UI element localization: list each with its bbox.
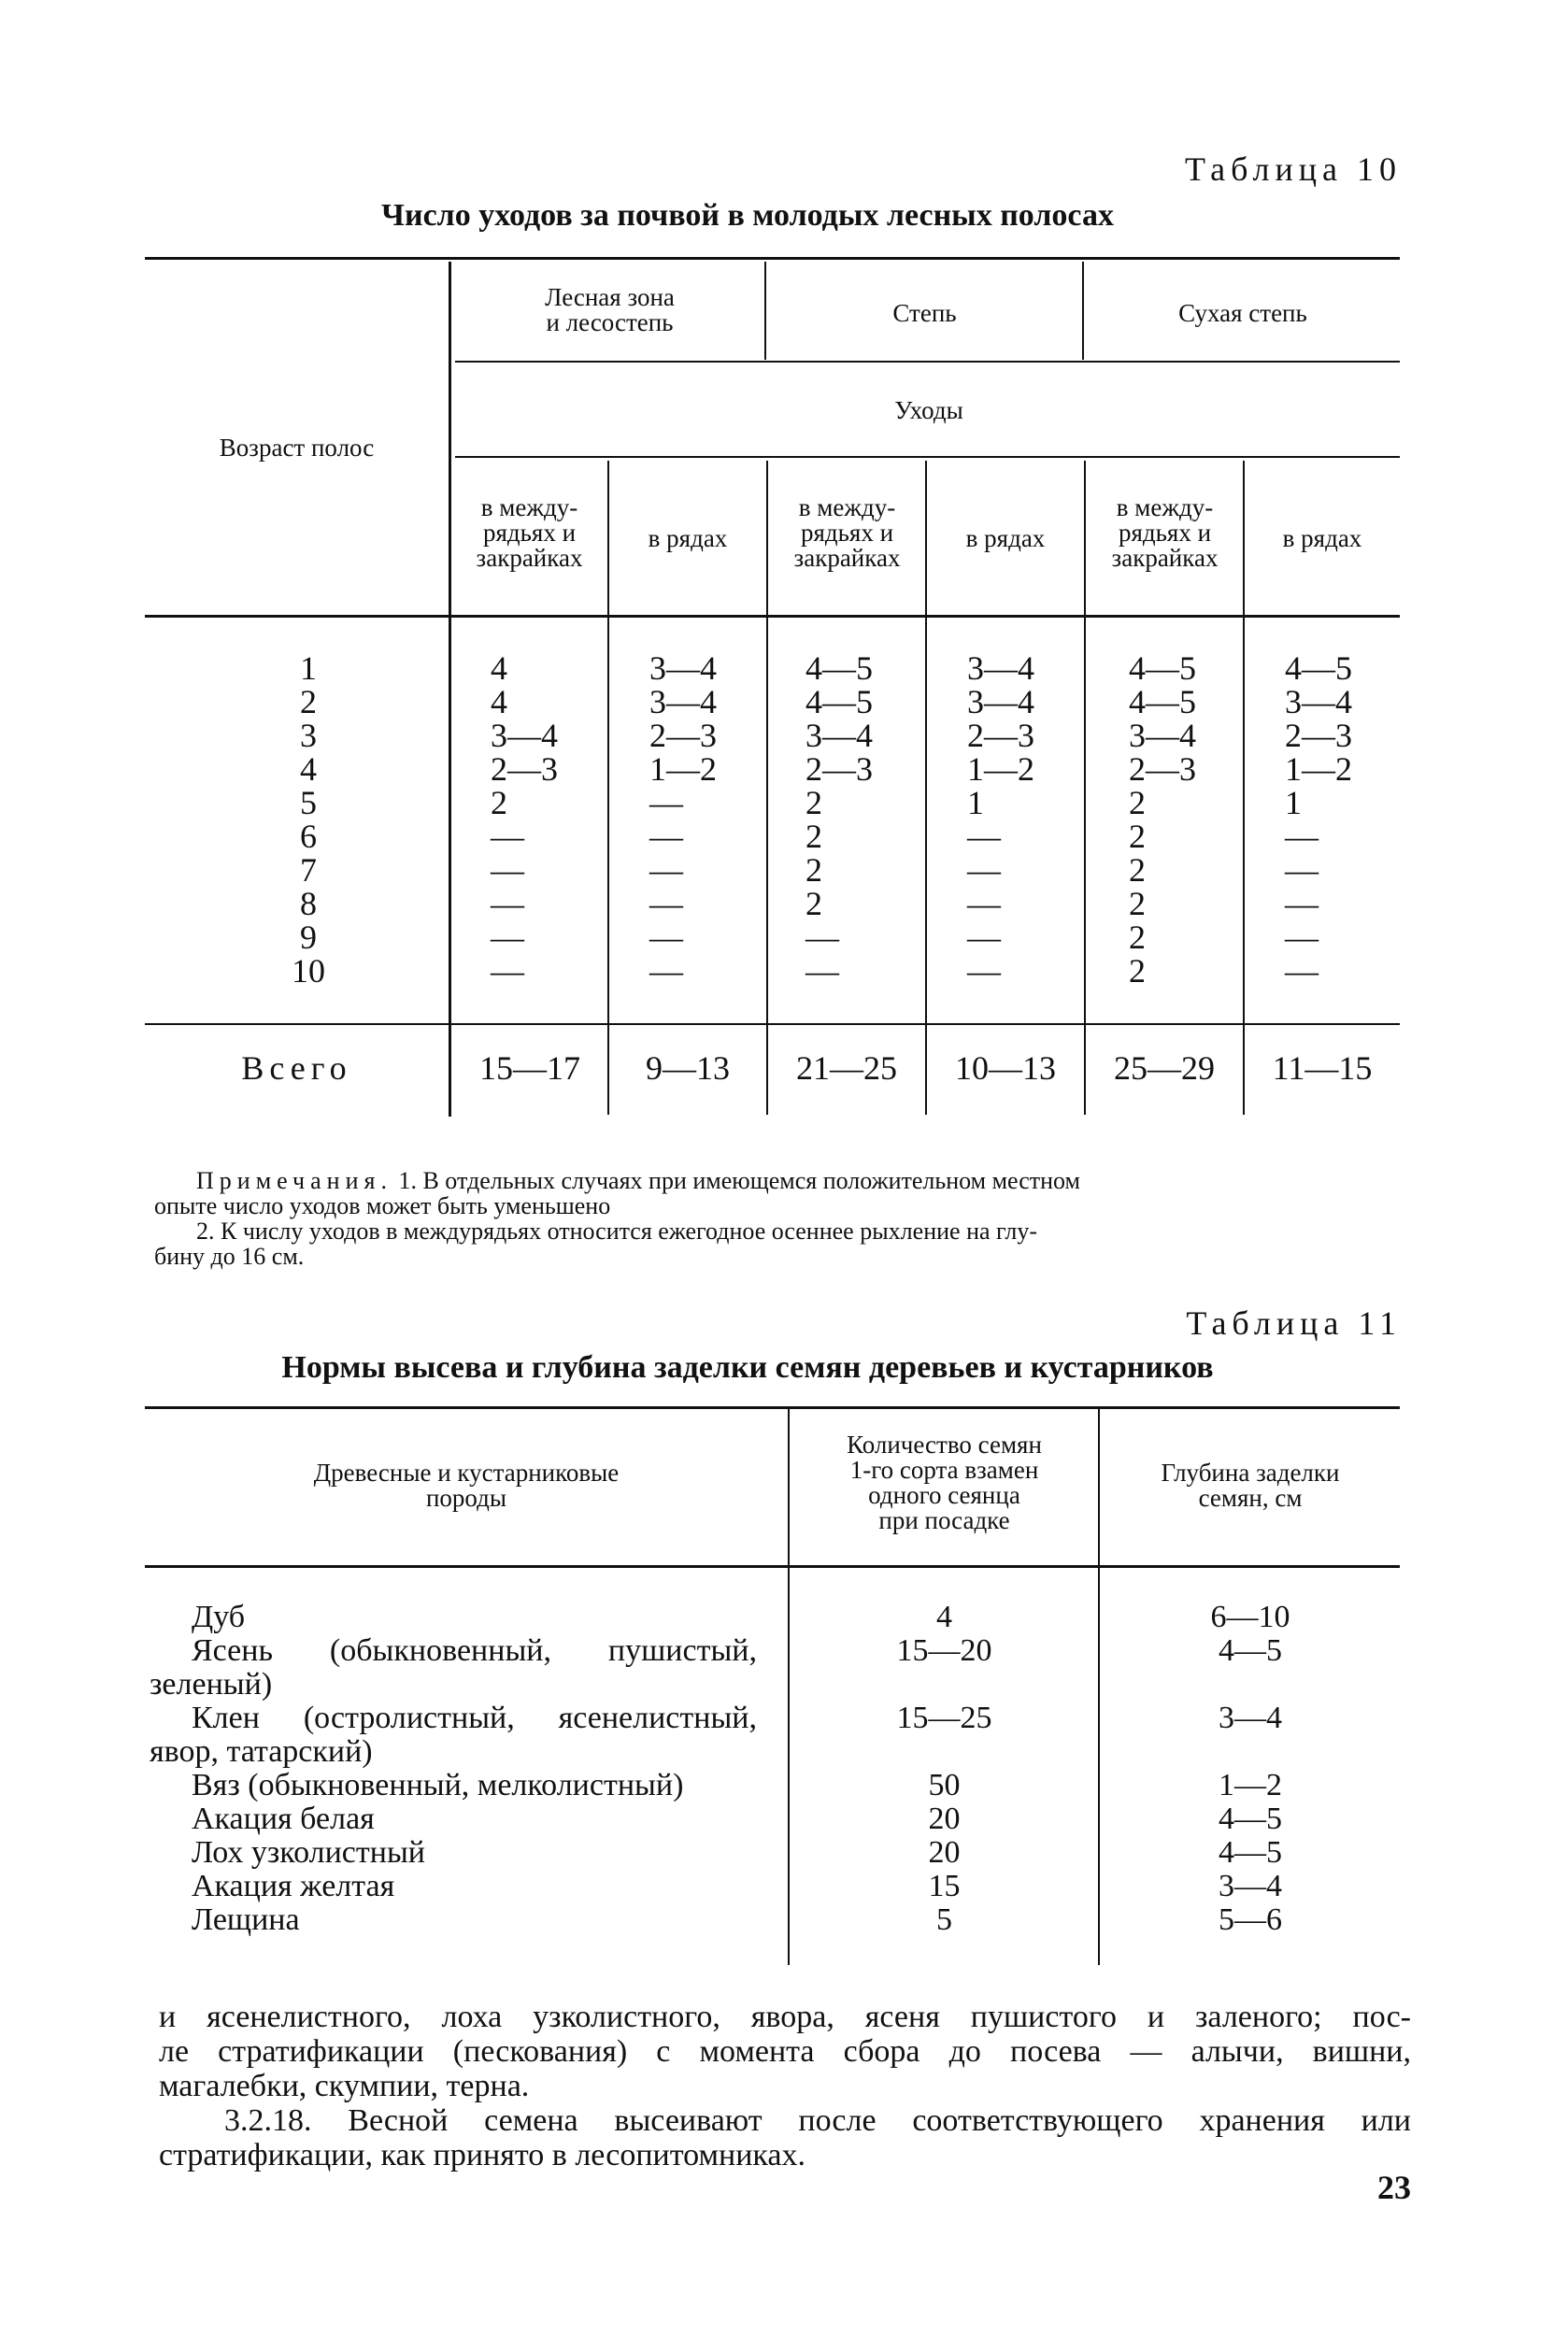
cell-value: — [649, 952, 683, 990]
cell-value: 2—3 [1285, 717, 1352, 754]
sowing-depth: 4—5 [1219, 1633, 1282, 1668]
seed-quantity-column-header: Количество семян 1-го сорта взамен одного сеянца при посадке [847, 1431, 1042, 1534]
seed-quantity: 4 [936, 1600, 952, 1634]
cell-value: — [1285, 851, 1319, 889]
cell-value: — [805, 919, 839, 956]
cell-value: — [967, 919, 1001, 956]
sowing-depth: 5—6 [1219, 1902, 1282, 1937]
seed-quantity: 50 [928, 1768, 961, 1802]
cell-value: 2 [491, 784, 507, 821]
note-text: опыте число уходов может быть уменьшено [154, 1192, 611, 1219]
cell-value: — [491, 885, 524, 922]
cell-value: — [967, 851, 1001, 889]
seed-quantity: 15 [928, 1869, 961, 1903]
cell-value: 3—4 [967, 683, 1034, 720]
total-value: 21—25 [796, 1049, 897, 1087]
cell-value: — [649, 818, 683, 855]
cell-value: — [649, 885, 683, 922]
cell-value: 2—3 [805, 750, 873, 788]
cell-value: 2—3 [967, 717, 1034, 754]
cell-value: — [1285, 818, 1319, 855]
paragraph-line: магалебки, скумпии, терна. [159, 2069, 530, 2103]
cell-value: 4—5 [1129, 649, 1196, 687]
total-value: 10—13 [955, 1049, 1056, 1087]
cell-value: 3—4 [805, 717, 873, 754]
sowing-depth: 6—10 [1210, 1600, 1290, 1634]
sowing-depth: 4—5 [1219, 1802, 1282, 1836]
table-10-title: Число уходов за почвой в молодых лесных полосах [381, 198, 1114, 233]
species-name: Акация белая [192, 1802, 375, 1836]
cell-value: 2—3 [649, 717, 717, 754]
cell-value: 2 [805, 851, 822, 889]
species-name: Вяз (обыкновенный, мелколистный) [192, 1768, 684, 1802]
cell-value: 2 [805, 885, 822, 922]
cell-value: 3—4 [491, 717, 558, 754]
cell-value: 3—4 [649, 683, 717, 720]
total-label: Всего [241, 1049, 352, 1087]
zone-dry-steppe-header: Сухая степь [1178, 299, 1307, 327]
age-value: 3 [300, 717, 317, 754]
total-value: 15—17 [479, 1049, 580, 1087]
age-column-header: Возраст полос [219, 434, 375, 462]
total-value: 9—13 [646, 1049, 730, 1087]
depth-list [1101, 1601, 1400, 1937]
cell-value: — [967, 952, 1001, 990]
zone-steppe-header: Степь [892, 299, 957, 327]
cell-value: 2—3 [491, 750, 558, 788]
cell-value: 4 [491, 649, 507, 687]
age-value: 4 [300, 750, 317, 788]
cell-value: — [1285, 919, 1319, 956]
sowing-depth: 4—5 [1219, 1835, 1282, 1870]
species-name: Дуб [192, 1600, 246, 1634]
subheader-rows: в рядах [648, 524, 728, 552]
sowing-depth: 3—4 [1219, 1701, 1282, 1735]
page-number: 23 [1377, 2169, 1411, 2206]
cell-value: 2—3 [1129, 750, 1196, 788]
cell-value: 1 [967, 784, 984, 821]
cell-value: 1—2 [967, 750, 1034, 788]
species-name: Клен (остролистный, ясенелистный, [192, 1701, 757, 1735]
cell-value: — [649, 919, 683, 956]
species-name: Ясень (обыкновенный, пушистый, [192, 1633, 757, 1668]
cell-value: 2 [1129, 952, 1146, 990]
cell-value: 4—5 [805, 649, 873, 687]
paragraph-line: стратификации, как принято в лесопитомниках. [159, 2138, 805, 2172]
subheader-between: в между- рядьях и закрайках [793, 493, 901, 572]
cell-value: — [1285, 885, 1319, 922]
total-value: 25—29 [1114, 1049, 1215, 1087]
age-value: 6 [300, 818, 317, 855]
age-value: 1 [300, 649, 317, 687]
cell-value: — [649, 784, 683, 821]
cell-value: — [967, 818, 1001, 855]
seed-quantity: 15—25 [896, 1701, 992, 1735]
note-text: бину до 16 см. [154, 1243, 305, 1270]
cell-value: 3—4 [967, 649, 1034, 687]
cell-value: 4—5 [1129, 683, 1196, 720]
cell-value: — [491, 818, 524, 855]
seed-quantity-list [791, 1601, 1098, 1937]
cell-value: 1—2 [649, 750, 717, 788]
notes-lead: Примечания. [196, 1167, 392, 1194]
age-value: 5 [300, 784, 317, 821]
age-value: 2 [300, 683, 317, 720]
cell-value: — [805, 952, 839, 990]
cell-value: 2 [1129, 885, 1146, 922]
species-list [150, 1601, 757, 1937]
paragraph-line: ле стратификации (пескования) с момента сбора до посева — алычи, вишни, [159, 2034, 1411, 2069]
age-value: 9 [300, 919, 317, 956]
cell-value: 4 [491, 683, 507, 720]
species-name: явор, татарский) [150, 1734, 373, 1769]
depth-column-header: Глубина заделки семян, см [1161, 1459, 1340, 1512]
sowing-depth: 3—4 [1219, 1869, 1282, 1903]
subheader-rows: в рядах [1282, 524, 1362, 552]
age-value: 10 [292, 952, 325, 990]
body-text [159, 2000, 1411, 2172]
species-name: Лещина [192, 1902, 300, 1937]
seed-quantity: 15—20 [896, 1633, 992, 1668]
seed-quantity: 20 [928, 1835, 961, 1870]
cell-value: 2 [805, 818, 822, 855]
subheader-rows: в рядах [965, 524, 1046, 552]
cell-value: 2 [1129, 851, 1146, 889]
cell-value: — [491, 851, 524, 889]
table-11-label: Таблица 11 [1186, 1304, 1402, 1342]
table-10-label: Таблица 10 [1185, 150, 1402, 188]
paragraph-line: и ясенелистного, лоха узколистного, явора, ясеня пушистого и заленого; пос- [159, 2000, 1411, 2034]
cell-value: — [649, 851, 683, 889]
cell-value: — [491, 919, 524, 956]
note-text: 2. К числу уходов в междурядьях относится ежегодное осеннее рыхление на глу- [196, 1218, 1037, 1245]
paragraph-line: 3.2.18. Весной семена высеивают после соответствующего хранения или [224, 2103, 1411, 2138]
age-value: 7 [300, 851, 317, 889]
cell-value: 3—4 [649, 649, 717, 687]
cell-value: — [1285, 952, 1319, 990]
cell-value: 2 [805, 784, 822, 821]
sowing-depth: 1—2 [1219, 1768, 1282, 1802]
cell-value: 2 [1129, 818, 1146, 855]
cell-value: — [491, 952, 524, 990]
note-text: 1. В отдельных случаях при имеющемся положительном местном [398, 1167, 1081, 1194]
subheader-between: в между- рядьях и закрайках [476, 493, 583, 572]
cell-value: 3—4 [1285, 683, 1352, 720]
species-name: Лох узколистный [192, 1835, 425, 1870]
cell-value: — [967, 885, 1001, 922]
age-value: 8 [300, 885, 317, 922]
species-column-header: Древесные и кустарниковые породы [313, 1459, 620, 1512]
care-header: Уходы [894, 396, 963, 424]
species-name: Акация желтая [192, 1869, 395, 1903]
species-name: зеленый) [150, 1667, 273, 1702]
subheader-between: в между- рядьях и закрайках [1111, 493, 1219, 572]
cell-value: 2 [1129, 919, 1146, 956]
cell-value: 1 [1285, 784, 1302, 821]
seed-quantity: 5 [936, 1902, 952, 1937]
cell-value: 4—5 [805, 683, 873, 720]
cell-value: 3—4 [1129, 717, 1196, 754]
cell-value: 4—5 [1285, 649, 1352, 687]
seed-quantity: 20 [928, 1802, 961, 1836]
zone-forest-header: Лесная зона и лесостепь [545, 283, 675, 336]
cell-value: 2 [1129, 784, 1146, 821]
total-value: 11—15 [1272, 1049, 1373, 1087]
table-11-title: Нормы высева и глубина заделки семян деревьев и кустарников [281, 1350, 1214, 1385]
cell-value: 1—2 [1285, 750, 1352, 788]
